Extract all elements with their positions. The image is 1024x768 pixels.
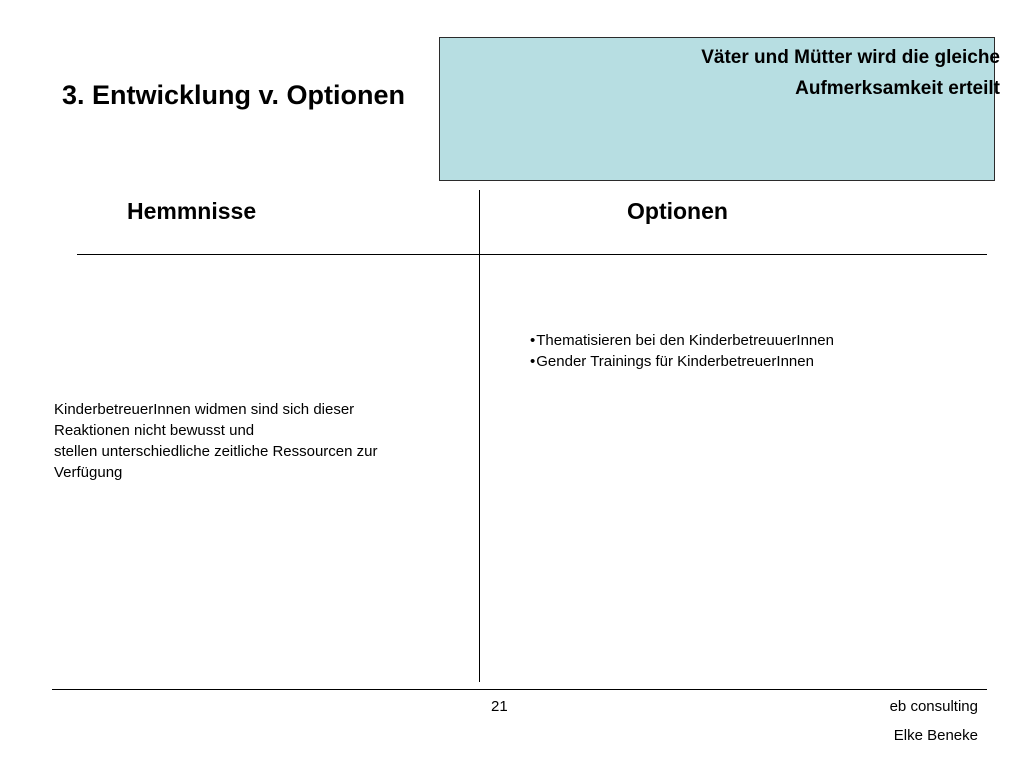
footer-divider — [52, 689, 987, 690]
hemmnis-text — [54, 399, 434, 483]
hemmnisse-heading: Hemmnisse — [127, 198, 257, 224]
list-item — [530, 351, 834, 372]
list-item — [530, 330, 834, 351]
optionen-heading: Optionen — [627, 198, 728, 224]
hemmnis-line: stellen unterschiedliche zeitliche Ressourcen zur — [54, 443, 378, 460]
hemmnis-line: Verfügung — [54, 464, 123, 481]
bullet: • — [530, 353, 536, 370]
header-divider — [77, 254, 987, 255]
goal-box — [439, 37, 1000, 181]
option-text: Thematisieren bei den KinderbetreuuerInnen — [536, 332, 834, 349]
footer-author: Elke Beneke — [893, 727, 978, 744]
optionen-list — [530, 330, 834, 372]
footer-company: eb consulting — [889, 698, 978, 715]
hemmnis-line: Reaktionen nicht bewusst und — [54, 422, 255, 439]
goal-line-1: Väter und Mütter wird die gleiche — [701, 47, 1000, 68]
column-divider — [479, 190, 480, 682]
page-number: 21 — [491, 698, 508, 715]
hemmnis-line: KinderbetreuerInnen widmen sind sich dieser — [54, 401, 355, 418]
goal-line-2: Aufmerksamkeit erteilt — [795, 78, 1000, 99]
slide-title: 3. Entwicklung v. Optionen — [62, 80, 406, 110]
option-text: Gender Trainings für KinderbetreuerInnen — [536, 353, 814, 370]
bullet: • — [530, 332, 536, 349]
